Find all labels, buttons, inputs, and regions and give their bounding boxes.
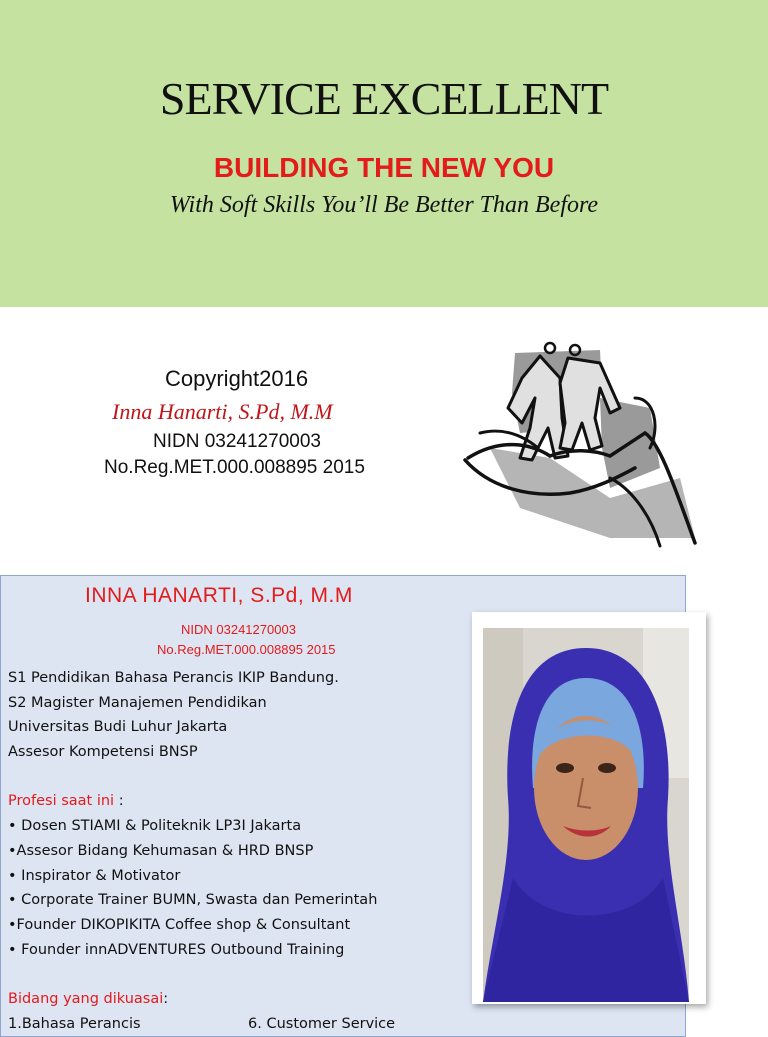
profile-nidn: NIDN 03241270003 (181, 622, 296, 637)
profession-item: •Founder DIKOPIKITA Coffee shop & Consultant (8, 916, 351, 933)
profession-item: • Dosen STIAMI & Politeknik LP3I Jakarta (8, 818, 302, 835)
expertise-heading: Bidang yang dikuasai (8, 990, 164, 1007)
profession-colon: : (114, 793, 124, 810)
portrait-photo (483, 628, 689, 1002)
cover-slide (0, 0, 768, 307)
profile-details (8, 666, 395, 1036)
education-line: S2 Magister Manajemen Pendidikan (8, 694, 267, 711)
cover-tagline: With Soft Skills You’ll Be Better Than Before (169, 192, 599, 218)
copyright-text: Copyright2016 (165, 366, 309, 391)
education-line: S1 Pendidikan Bahasa Perancis IKIP Bandung. (8, 670, 339, 686)
profession-item: • Corporate Trainer BUMN, Swasta dan Pemerintah (8, 892, 378, 909)
profession-heading-line (8, 789, 395, 814)
education-line: Universitas Budi Luhur Jakarta (8, 719, 228, 736)
spacer (8, 962, 395, 987)
expertise-heading-line (8, 987, 395, 1012)
helping-hand-people-icon (460, 338, 705, 550)
spacer (8, 765, 395, 790)
profession-item: • Inspirator & Motivator (8, 867, 181, 884)
expertise-colon: : (163, 990, 169, 1007)
author-name: Inna Hanarti, S.Pd, M.M (112, 399, 333, 424)
noreg-text: No.Reg.MET.000.008895 2015 (104, 457, 365, 478)
profile-name: INNA HANARTI, S.Pd, M.M (85, 584, 353, 607)
profession-heading: Profesi saat ini (8, 793, 115, 810)
cover-title: SERVICE EXCELLENT (159, 73, 609, 124)
education-line: Assesor Kompetensi BNSP (8, 744, 198, 761)
expertise-item-6: 6. Customer Service (248, 1015, 396, 1032)
profile-noreg: No.Reg.MET.000.008895 2015 (157, 642, 336, 657)
profession-item: •Assesor Bidang Kehumasan & HRD BNSP (8, 842, 314, 859)
profession-item: • Founder innADVENTURES Outbound Training (8, 941, 345, 958)
cover-subtitle: BUILDING THE NEW YOU (213, 152, 555, 183)
expertise-item-1: 1.Bahasa Perancis (8, 1015, 141, 1032)
nidn-text: NIDN 03241270003 (153, 431, 321, 452)
